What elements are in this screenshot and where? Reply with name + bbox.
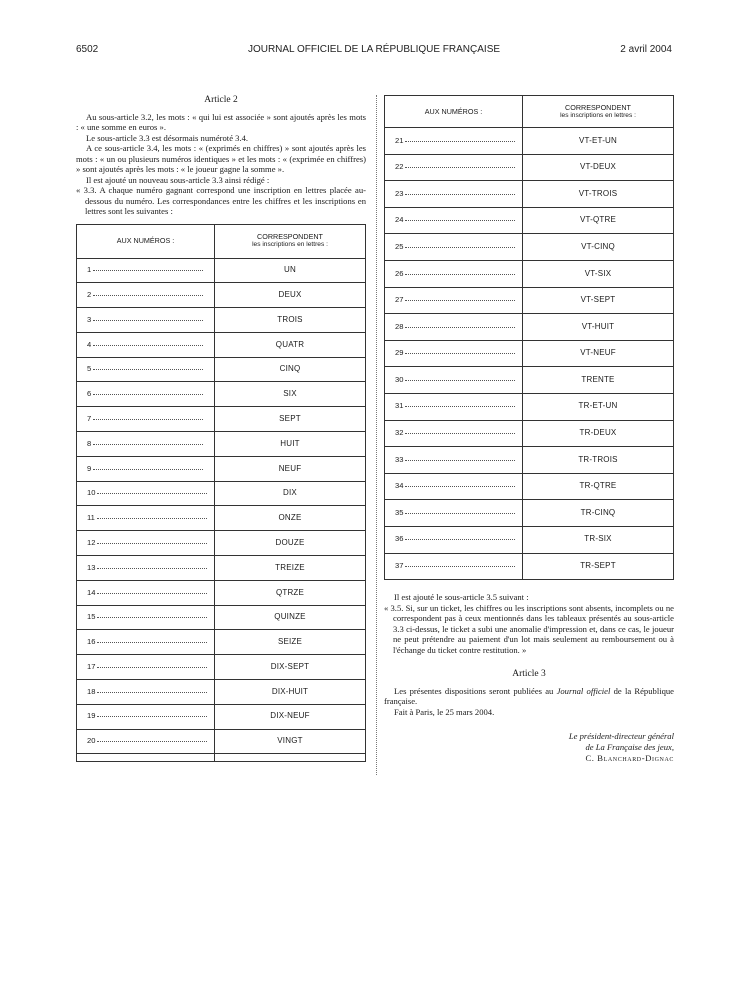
number-value: 32 — [395, 428, 404, 438]
table-row — [385, 314, 674, 341]
table-row — [77, 531, 366, 556]
number-value: 31 — [395, 401, 404, 411]
number-cell — [385, 447, 523, 474]
dotted-leader — [405, 566, 515, 567]
number-cell — [77, 258, 215, 283]
dotted-leader — [405, 220, 515, 221]
dotted-leader — [405, 194, 515, 195]
number-cell — [77, 580, 215, 605]
number-cell — [77, 605, 215, 630]
dotted-leader — [405, 274, 515, 275]
publication-date: 2 avril 2004 — [620, 44, 672, 55]
word-cell: TR-DEUX — [523, 420, 674, 447]
table-row — [385, 154, 674, 181]
column-header-correspond-right — [523, 96, 674, 128]
table-row — [77, 332, 366, 357]
continuation-cell — [215, 754, 366, 762]
number-value: 7 — [87, 413, 92, 423]
dotted-leader — [93, 369, 203, 370]
number-cell — [385, 287, 523, 314]
dotted-leader — [405, 380, 515, 381]
correspondence-table-right — [384, 95, 674, 580]
dotted-leader — [405, 539, 515, 540]
left-column — [76, 95, 366, 762]
table-row — [385, 367, 674, 394]
table-row — [77, 729, 366, 754]
table-body-right — [385, 128, 674, 580]
word-cell: TR-ET-UN — [523, 393, 674, 420]
table-row — [385, 260, 674, 287]
number-cell — [385, 500, 523, 527]
word-cell: SEPT — [215, 407, 366, 432]
word-cell: TR-CINQ — [523, 500, 674, 527]
table-row — [77, 556, 366, 581]
table-row — [385, 128, 674, 155]
number-value: 1 — [87, 265, 92, 275]
number-cell — [385, 128, 523, 155]
word-cell: DIX-NEUF — [215, 704, 366, 729]
column-header-correspond — [215, 224, 366, 258]
number-cell — [385, 234, 523, 261]
word-cell: DIX-HUIT — [215, 680, 366, 705]
table-row — [77, 283, 366, 308]
dotted-leader — [97, 568, 207, 569]
table-row — [77, 407, 366, 432]
article-2-paragraph-4: Il est ajouté un nouveau sous-article 3.3 ainsi rédigé : — [86, 174, 270, 185]
word-cell: VT-SIX — [523, 260, 674, 287]
number-cell — [385, 553, 523, 580]
page-number: 6502 — [76, 44, 99, 55]
dotted-leader — [93, 444, 203, 445]
table-row — [77, 481, 366, 506]
table-row — [385, 181, 674, 208]
table-row — [385, 340, 674, 367]
dotted-leader — [405, 327, 515, 328]
column-header-correspond-subtitle-right: les inscriptions en lettres : — [560, 111, 636, 119]
number-value: 18 — [87, 686, 96, 696]
number-cell — [385, 367, 523, 394]
number-cell — [77, 332, 215, 357]
dotted-leader — [405, 486, 515, 487]
number-cell — [77, 308, 215, 333]
number-value: 22 — [395, 162, 404, 172]
number-value: 37 — [395, 561, 404, 571]
number-value: 6 — [87, 389, 92, 399]
continuation-cell — [77, 754, 215, 762]
number-value: 13 — [87, 562, 96, 572]
dotted-leader — [97, 741, 207, 742]
number-cell — [385, 207, 523, 234]
number-value: 8 — [87, 438, 92, 448]
dotted-leader — [97, 692, 207, 693]
word-cell: VT-NEUF — [523, 340, 674, 367]
number-value: 17 — [87, 661, 96, 671]
dotted-leader — [405, 353, 515, 354]
number-cell — [77, 531, 215, 556]
word-cell: TR-QTRE — [523, 473, 674, 500]
column-header-correspond-title-right: CORRESPONDENT — [565, 102, 631, 112]
dotted-leader — [93, 469, 203, 470]
signature-block — [384, 731, 674, 764]
number-cell — [77, 556, 215, 581]
number-cell — [77, 382, 215, 407]
word-cell: HUIT — [215, 432, 366, 457]
number-cell — [77, 680, 215, 705]
dotted-leader — [93, 419, 203, 420]
number-value: 5 — [87, 364, 92, 374]
article-2-paragraph-5: « 3.3. A chaque numéro gagnant correspond une inscription en lettres placée au-dessous du numéro. Les correspondances entre les chiffres et les inscriptions en lettres sont les suivantes : — [76, 185, 366, 216]
column-header-numbers-right: AUX NUMÉROS : — [385, 96, 523, 128]
table-row — [385, 500, 674, 527]
number-value: 15 — [87, 612, 96, 622]
number-cell — [385, 260, 523, 287]
correspondence-table-left — [76, 224, 366, 763]
dotted-leader — [93, 345, 203, 346]
table-row — [77, 456, 366, 481]
word-cell: VT-TROIS — [523, 181, 674, 208]
table-row — [385, 526, 674, 553]
table-row — [77, 655, 366, 680]
article-2-paragraph-3: A ce sous-article 3.4, les mots : « (exprimés en chiffres) » sont ajoutés après les mots : « un ou plusieurs numéros identiques » et les mots : « (exprimée en chiffres) » sont ajoutés après les mots : « le joueur gagne la somme ». — [76, 143, 366, 174]
number-cell — [385, 526, 523, 553]
table-row — [77, 704, 366, 729]
word-cell: VINGT — [215, 729, 366, 754]
number-value: 20 — [87, 736, 96, 746]
number-value: 36 — [395, 534, 404, 544]
word-cell: TRENTE — [523, 367, 674, 394]
word-cell: VT-DEUX — [523, 154, 674, 181]
number-value: 4 — [87, 339, 92, 349]
signature-line-2: de La Française des jeux, — [585, 742, 674, 753]
word-cell: UN — [215, 258, 366, 283]
table-row — [77, 357, 366, 382]
dotted-leader — [93, 295, 203, 296]
dotted-leader — [405, 513, 515, 514]
column-header-numbers: AUX NUMÉROS : — [77, 224, 215, 258]
number-value: 28 — [395, 321, 404, 331]
dotted-leader — [97, 593, 207, 594]
number-cell — [385, 314, 523, 341]
table-row — [77, 630, 366, 655]
number-value: 11 — [87, 513, 95, 523]
article-3-p1-before: Les présentes dispositions seront publiées au — [394, 685, 557, 696]
number-cell — [77, 630, 215, 655]
table-continuation-row — [77, 754, 366, 762]
number-cell — [77, 432, 215, 457]
number-value: 19 — [87, 711, 96, 721]
dotted-leader — [93, 320, 203, 321]
number-value: 10 — [87, 488, 96, 498]
column-separator — [376, 95, 377, 775]
dotted-leader — [405, 460, 515, 461]
number-cell — [385, 473, 523, 500]
word-cell: TREIZE — [215, 556, 366, 581]
journal-title: JOURNAL OFFICIEL DE LA RÉPUBLIQUE FRANÇAISE — [247, 44, 501, 55]
table-row — [385, 420, 674, 447]
table-row — [77, 432, 366, 457]
number-value: 21 — [395, 135, 404, 145]
number-cell — [385, 154, 523, 181]
table-body-left — [77, 258, 366, 762]
word-cell: TR-TROIS — [523, 447, 674, 474]
number-value: 35 — [395, 507, 404, 517]
article-3-paragraph-2: Fait à Paris, le 25 mars 2004. — [394, 706, 495, 717]
article-2-paragraph-2: Le sous-article 3.3 est désormais numéroté 3.4. — [86, 132, 249, 143]
word-cell: QTRZE — [215, 580, 366, 605]
number-cell — [77, 456, 215, 481]
table-row — [385, 473, 674, 500]
article-3-p1-after: de la République française. — [384, 685, 674, 707]
number-value: 23 — [395, 188, 404, 198]
article-3-paragraph-1 — [384, 686, 674, 707]
word-cell: VT-HUIT — [523, 314, 674, 341]
number-value: 30 — [395, 374, 404, 384]
table-row — [385, 393, 674, 420]
word-cell: VT-CINQ — [523, 234, 674, 261]
article-2-paragraph-1: Au sous-article 3.2, les mots : « qui lui est associée » sont ajoutés après les mots : « une somme en euros ». — [76, 111, 366, 132]
number-cell — [385, 420, 523, 447]
table-row — [77, 605, 366, 630]
number-value: 33 — [395, 454, 404, 464]
number-value: 3 — [87, 314, 92, 324]
number-value: 9 — [87, 463, 92, 473]
number-value: 14 — [87, 587, 96, 597]
dotted-leader — [93, 394, 203, 395]
number-cell — [77, 704, 215, 729]
word-cell: DIX — [215, 481, 366, 506]
number-cell — [77, 506, 215, 531]
table-row — [77, 580, 366, 605]
word-cell: QUINZE — [215, 605, 366, 630]
signature-line-1: Le président-directeur général — [568, 731, 674, 742]
number-cell — [77, 655, 215, 680]
number-value: 25 — [395, 241, 404, 251]
word-cell: QUATR — [215, 332, 366, 357]
word-cell: SEIZE — [215, 630, 366, 655]
dotted-leader — [405, 167, 515, 168]
table-row — [77, 506, 366, 531]
dotted-leader — [97, 716, 207, 717]
article-3-p1-italic: Journal officiel — [556, 685, 611, 696]
article-3-title: Article 3 — [512, 669, 546, 680]
number-value: 2 — [87, 289, 92, 299]
dotted-leader — [97, 543, 207, 544]
table-row — [77, 680, 366, 705]
number-cell — [77, 283, 215, 308]
dotted-leader — [93, 270, 203, 271]
number-value: 26 — [395, 268, 404, 278]
dotted-leader — [405, 247, 515, 248]
article-2-title: Article 2 — [204, 95, 238, 105]
word-cell: VT-ET-UN — [523, 128, 674, 155]
word-cell: TR-SIX — [523, 526, 674, 553]
right-column — [384, 95, 674, 764]
word-cell: DIX-SEPT — [215, 655, 366, 680]
table-row — [77, 382, 366, 407]
table-row — [385, 447, 674, 474]
word-cell: ONZE — [215, 506, 366, 531]
word-cell: TROIS — [215, 308, 366, 333]
number-cell — [385, 393, 523, 420]
dotted-leader — [97, 617, 207, 618]
dotted-leader — [405, 141, 515, 142]
number-cell — [77, 481, 215, 506]
number-value: 16 — [87, 637, 96, 647]
number-cell — [77, 407, 215, 432]
number-value: 24 — [395, 215, 404, 225]
number-cell — [385, 340, 523, 367]
dotted-leader — [405, 300, 515, 301]
table-row — [385, 287, 674, 314]
signatory-name: C. Blanchard-Dignac — [585, 753, 674, 764]
column-header-correspond-title: CORRESPONDENT — [257, 232, 323, 241]
table-row — [385, 234, 674, 261]
word-cell: CINQ — [215, 357, 366, 382]
word-cell: VT-SEPT — [523, 287, 674, 314]
table-row — [77, 308, 366, 333]
dotted-leader — [97, 642, 207, 643]
table-row — [385, 553, 674, 580]
table-row — [385, 207, 674, 234]
dotted-leader — [405, 406, 515, 407]
number-cell — [385, 181, 523, 208]
after-table-paragraph-1: Il est ajouté le sous-article 3.5 suivant : — [394, 592, 529, 603]
table-row — [77, 258, 366, 283]
number-value: 27 — [395, 295, 404, 305]
dotted-leader — [405, 433, 515, 434]
word-cell: VT-QTRE — [523, 207, 674, 234]
word-cell: SIX — [215, 382, 366, 407]
number-value: 29 — [395, 348, 404, 358]
word-cell: NEUF — [215, 456, 366, 481]
word-cell: TR-SEPT — [523, 553, 674, 580]
dotted-leader — [97, 493, 207, 494]
number-value: 34 — [395, 481, 404, 491]
number-cell — [77, 729, 215, 754]
column-header-correspond-subtitle: les inscriptions en lettres : — [252, 241, 328, 248]
dotted-leader — [97, 518, 207, 519]
number-cell — [77, 357, 215, 382]
word-cell: DOUZE — [215, 531, 366, 556]
word-cell: DEUX — [215, 283, 366, 308]
after-table-paragraph-2: « 3.5. Si, sur un ticket, les chiffres ou les inscriptions sont absents, incomplets ou ne correspondent pas à ceux mentionnés dans les tableaux présentés au sous-article 3.3 ci-dessus, le ticket a subi une anomalie d'impression et, dans ce cas, le joueur ne peut prétendre au paiement d'un lot mais seulement au remboursement ou à l'échange du ticket contre restitution. » — [384, 602, 674, 655]
number-value: 12 — [87, 537, 96, 547]
dotted-leader — [97, 667, 207, 668]
